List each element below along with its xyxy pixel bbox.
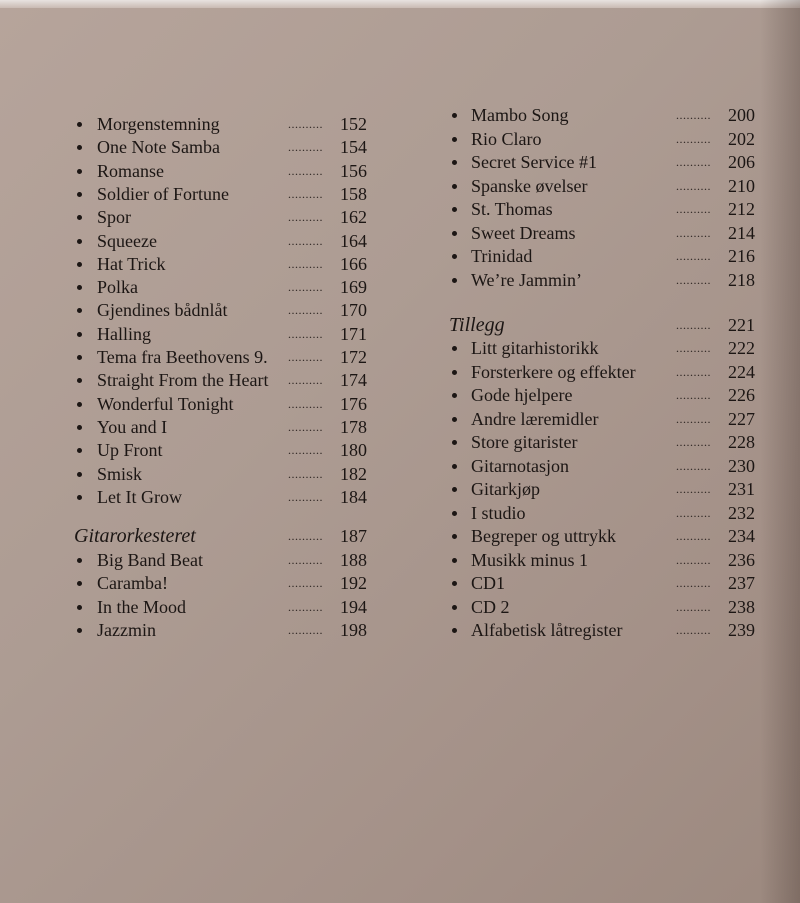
bullet-icon <box>77 332 82 337</box>
bullet-icon <box>77 378 82 383</box>
entry-title: Begreper og uttrykk <box>471 526 616 546</box>
page-number: 171 <box>340 323 367 344</box>
page-number: 188 <box>340 550 367 570</box>
entry-title: Trinidad <box>471 246 533 266</box>
dot-leader: .......... <box>676 529 711 543</box>
page-number: 236 <box>728 549 755 570</box>
dot-leader: .......... <box>288 210 323 225</box>
dot-leader: .......... <box>288 256 323 271</box>
bullet-icon <box>77 285 82 290</box>
entry-title: Hat Trick <box>97 253 166 274</box>
page-number: 169 <box>340 277 367 298</box>
entry-title: Tema fra Beethovens 9. <box>97 347 268 367</box>
entry-title: Gjendines bådnlåt <box>97 300 228 321</box>
dot-leader: .......... <box>288 373 323 388</box>
bullet-icon <box>452 370 457 375</box>
dot-leader: .......... <box>288 529 323 543</box>
entry-title: Soldier of Fortune <box>97 183 229 204</box>
page-number: 228 <box>728 432 755 452</box>
bullet-icon <box>77 122 82 127</box>
entry-title: Caramba! <box>97 573 168 594</box>
page-number: 170 <box>340 300 367 321</box>
entry-title: One Note Samba <box>97 137 220 158</box>
dot-leader: .......... <box>288 622 323 637</box>
bullet-icon <box>452 207 457 212</box>
page-number: 227 <box>728 408 755 429</box>
page-top-edge <box>0 0 800 8</box>
bullet-icon <box>77 425 82 430</box>
dot-leader: .......... <box>288 163 323 178</box>
entry-title: Rio Claro <box>471 128 542 149</box>
dot-leader: .......... <box>676 576 711 590</box>
entry-title: Squeeze <box>97 230 157 251</box>
dot-leader: .......... <box>288 140 323 155</box>
dot-leader: .......... <box>676 458 711 473</box>
bullet-icon <box>452 254 457 259</box>
dot-leader: .......... <box>676 225 711 240</box>
page-number: 222 <box>728 338 755 358</box>
entry-title: Gitarkjøp <box>471 479 540 499</box>
page-number: 214 <box>728 222 755 243</box>
page-number: 206 <box>728 152 755 172</box>
bullet-icon <box>452 511 457 516</box>
page-number: 192 <box>340 573 367 594</box>
bullet-icon <box>77 581 82 586</box>
bullet-icon <box>452 417 457 422</box>
page-number: 178 <box>340 416 367 437</box>
page-number: 234 <box>728 526 755 546</box>
entry-title: In the Mood <box>97 596 186 617</box>
page-number: 231 <box>728 479 755 499</box>
page-number: 182 <box>340 463 367 484</box>
bullet-icon <box>77 558 82 563</box>
page-number: 230 <box>728 455 755 476</box>
bullet-icon <box>452 184 457 189</box>
bullet-icon <box>77 402 82 407</box>
page-number: 162 <box>340 207 367 228</box>
entry-title: Gode hjelpere <box>471 385 573 405</box>
bullet-icon <box>452 346 457 351</box>
entry-title: Secret Service #1 <box>471 152 597 172</box>
page-number: 180 <box>340 440 367 461</box>
bullet-icon <box>452 534 457 539</box>
page-number: 154 <box>340 137 367 158</box>
bullet-icon <box>77 472 82 477</box>
page-number: 152 <box>340 114 367 134</box>
entry-title: Sweet Dreams <box>471 222 576 243</box>
dot-leader: .......... <box>676 599 711 614</box>
dot-leader: .......... <box>676 202 711 216</box>
dot-leader: .......... <box>676 318 711 332</box>
entry-title: Forsterkere og effekter <box>471 361 636 382</box>
dot-leader: .......... <box>288 396 323 411</box>
entry-title: CD1 <box>471 573 506 593</box>
section-heading: Gitarorkesteret <box>74 525 196 547</box>
dot-leader: .......... <box>288 117 323 131</box>
bullet-icon <box>77 169 82 174</box>
entry-title: Jazzmin <box>97 619 156 640</box>
page-number: 156 <box>340 160 367 181</box>
page-number: 166 <box>340 253 367 274</box>
dot-leader: .......... <box>288 443 323 458</box>
bullet-icon <box>77 239 82 244</box>
bullet-icon <box>452 558 457 563</box>
bullet-icon <box>452 137 457 142</box>
entry-title: Straight From the Heart <box>97 370 269 391</box>
entry-title: St. Thomas <box>471 199 553 219</box>
entry-title: Alfabetisk låtregister <box>471 620 623 640</box>
bullet-icon <box>77 355 82 360</box>
entry-title: Let It Grow <box>97 486 182 507</box>
page-number: 194 <box>340 596 367 617</box>
entry-title: Musikk minus 1 <box>471 549 589 570</box>
bullet-icon <box>77 145 82 150</box>
bullet-icon <box>77 605 82 610</box>
page-number: 202 <box>728 128 755 149</box>
page-number: 216 <box>728 246 755 266</box>
entry-title: Gitarnotasjon <box>471 455 569 476</box>
entry-title: Store gitarister <box>471 432 578 452</box>
page-number: 226 <box>728 385 755 405</box>
dot-leader: .......... <box>288 280 323 295</box>
bullet-icon <box>452 605 457 610</box>
entry-title: Romanse <box>97 160 164 181</box>
page-number: 224 <box>728 361 755 382</box>
page-number: 218 <box>728 269 755 290</box>
entry-title: I studio <box>471 502 526 523</box>
dot-leader: .......... <box>676 108 711 122</box>
dot-leader: .......... <box>288 350 323 364</box>
bullet-icon <box>77 495 82 500</box>
page-number: 184 <box>340 486 367 507</box>
bullet-icon <box>452 231 457 236</box>
entry-title: Mambo Song <box>471 105 569 125</box>
dot-leader: .......... <box>676 178 711 193</box>
bullet-icon <box>452 440 457 445</box>
dot-leader: .......... <box>676 435 711 449</box>
entry-title: Spor <box>97 207 132 228</box>
dot-leader: .......... <box>288 576 323 591</box>
bullet-icon <box>452 160 457 165</box>
page-number: 221 <box>728 315 755 335</box>
dot-leader: .......... <box>676 482 711 496</box>
bullet-icon <box>452 487 457 492</box>
page-number: 200 <box>728 105 755 125</box>
entry-title: You and I <box>97 416 168 437</box>
entry-title: Up Front <box>97 440 163 461</box>
page-number: 232 <box>728 502 755 523</box>
bullet-icon <box>452 393 457 398</box>
dot-leader: .......... <box>288 553 323 567</box>
entry-title: Polka <box>97 277 139 298</box>
page-number: 238 <box>728 596 755 617</box>
page-number: 210 <box>728 175 755 196</box>
page-number: 198 <box>340 619 367 640</box>
entry-title: We’re Jammin’ <box>471 269 583 290</box>
entry-title: Big Band Beat <box>97 550 203 570</box>
entry-title: Litt gitarhistorikk <box>471 338 599 358</box>
dot-leader: .......... <box>288 233 323 248</box>
dot-leader: .......... <box>676 623 711 637</box>
entry-title: Andre læremidler <box>471 408 599 429</box>
bullet-icon <box>77 308 82 313</box>
spine-shadow <box>760 0 800 903</box>
dot-leader: .......... <box>288 599 323 614</box>
entry-title: Halling <box>97 323 151 344</box>
dot-leader: .......... <box>288 326 323 341</box>
dot-leader: .......... <box>288 303 323 318</box>
entry-title: Spanske øvelser <box>471 175 588 196</box>
bullet-icon <box>452 278 457 283</box>
bullet-icon <box>452 464 457 469</box>
dot-leader: .......... <box>676 552 711 567</box>
page-number: 239 <box>728 620 755 640</box>
page-number: 176 <box>340 393 367 414</box>
entry-title: Morgenstemning <box>97 114 220 134</box>
bullet-icon <box>452 581 457 586</box>
bullet-icon <box>77 628 82 633</box>
dot-leader: .......... <box>676 364 711 379</box>
dot-leader: .......... <box>676 272 711 287</box>
dot-leader: .......... <box>676 131 711 146</box>
bullet-icon <box>77 192 82 197</box>
dot-leader: .......... <box>676 411 711 426</box>
page-number: 212 <box>728 199 755 219</box>
section-heading: Tillegg <box>449 314 505 336</box>
page-number: 187 <box>340 526 367 546</box>
dot-leader: .......... <box>676 505 711 520</box>
page-number: 172 <box>340 347 367 367</box>
dot-leader: .......... <box>288 466 323 481</box>
dot-leader: .......... <box>288 419 323 434</box>
page-number: 174 <box>340 370 367 391</box>
entry-title: CD 2 <box>471 596 510 617</box>
bullet-icon <box>452 628 457 633</box>
page-number: 164 <box>340 230 367 251</box>
bullet-icon <box>77 262 82 267</box>
dot-leader: .......... <box>676 155 711 169</box>
entry-title: Wonderful Tonight <box>97 393 234 414</box>
dot-leader: .......... <box>288 186 323 201</box>
entry-title: Smisk <box>97 463 143 484</box>
page-number: 158 <box>340 183 367 204</box>
dot-leader: .......... <box>676 249 711 263</box>
page-number: 237 <box>728 573 755 593</box>
bullet-icon <box>77 215 82 220</box>
bullet-icon <box>77 448 82 453</box>
dot-leader: .......... <box>676 388 711 402</box>
bullet-icon <box>452 113 457 118</box>
dot-leader: .......... <box>288 489 323 504</box>
dot-leader: .......... <box>676 341 711 355</box>
